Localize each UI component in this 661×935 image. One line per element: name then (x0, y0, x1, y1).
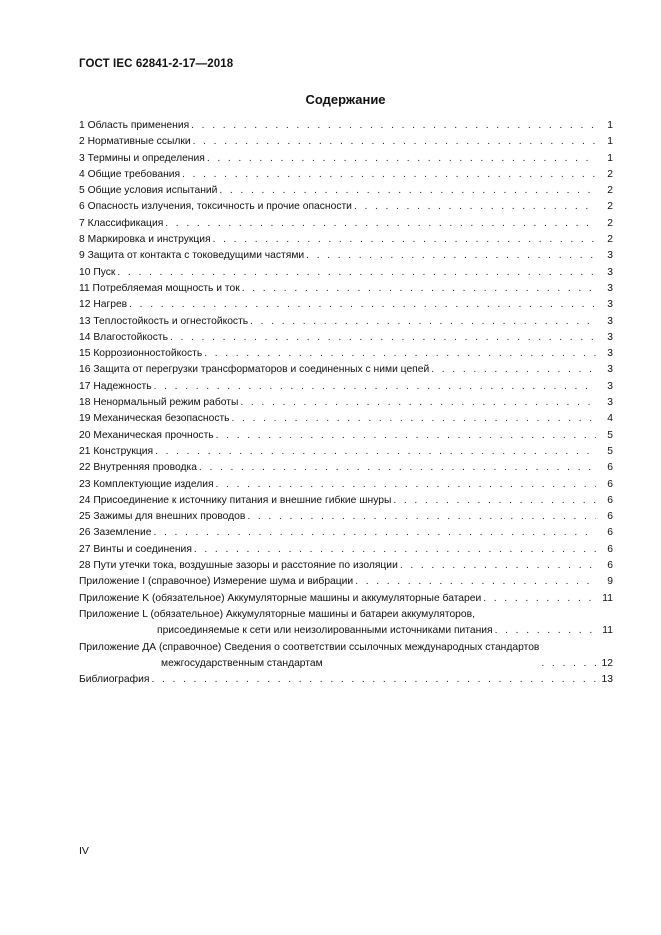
toc-entry[interactable] (79, 574, 613, 590)
page-number: IV (79, 845, 89, 857)
leader-dots (247, 509, 596, 525)
toc-entry-page: 11 (602, 625, 613, 637)
toc-entry-text: 14 Влагостойкость (79, 331, 168, 343)
leader-dots (400, 558, 596, 574)
leader-dots (191, 118, 596, 134)
toc-entry[interactable] (79, 379, 613, 395)
leader-dots (207, 151, 596, 167)
leader-dots (354, 199, 596, 215)
leader-dots (219, 183, 596, 199)
leader-dots (165, 216, 596, 232)
toc-entry[interactable] (79, 444, 613, 460)
toc-entry-text: 11 Потребляемая мощность и ток (79, 282, 240, 294)
toc-entry-text: 18 Ненормальный режим работы (79, 397, 239, 409)
toc-entry-annex-l[interactable] (79, 607, 613, 640)
leader-dots (155, 444, 596, 460)
table-of-contents (79, 118, 613, 688)
toc-entry-page: 11 (602, 592, 613, 604)
toc-entry-page: 2 (607, 234, 613, 246)
leader-dots (232, 411, 596, 427)
toc-entry[interactable] (79, 281, 613, 297)
toc-entry-text: Приложение ДА (справочное) Сведения о соответствии ссылочных международных стандартов межгосударственным стандартам (79, 641, 540, 669)
toc-entry-page: 5 (607, 445, 613, 457)
toc-entry-page: 3 (607, 299, 613, 311)
leader-dots (240, 395, 596, 411)
toc-entry-text: Библиография (79, 674, 150, 686)
toc-entry-text: 2 Нормативные ссылки (79, 136, 191, 148)
toc-entry-page: 6 (607, 527, 613, 539)
leader-dots (306, 248, 596, 264)
toc-entry-text: 12 Нагрев (79, 299, 128, 311)
toc-entry-text: 23 Комплектующие изделия (79, 478, 214, 490)
toc-entry[interactable] (79, 232, 613, 248)
leader-dots (393, 493, 596, 509)
toc-entry-text: 16 Защита от перегрузки трансформаторов и соединенных с ними цепей (79, 364, 430, 376)
toc-entry-page: 3 (607, 397, 613, 409)
leader-dots (213, 232, 596, 248)
toc-entry-page: 3 (607, 380, 613, 392)
toc-entry[interactable] (79, 542, 613, 558)
leader-dots (431, 362, 596, 378)
toc-entry-bibliography[interactable] (79, 672, 613, 688)
toc-entry-page: 6 (607, 462, 613, 474)
toc-entry-text: 24 Присоединение к источнику питания и внешние гибкие шнуры (79, 494, 392, 506)
leader-dots (216, 428, 596, 444)
toc-entry-text: 7 Классификация (79, 217, 164, 229)
toc-entry-page: 6 (607, 494, 613, 506)
leader-dots (204, 346, 596, 362)
toc-entry-annex-da[interactable] (79, 640, 613, 673)
toc-entry-page: 3 (607, 250, 613, 262)
toc-entry[interactable] (79, 167, 613, 183)
leader-dots (117, 265, 596, 281)
toc-entry-page: 2 (607, 217, 613, 229)
toc-entry-text: 6 Опасность излучения, токсичность и прочие опасности (79, 201, 352, 213)
leader-dots (242, 281, 596, 297)
toc-entry-page: 6 (607, 478, 613, 490)
leader-dots (154, 379, 596, 395)
toc-entry[interactable] (79, 183, 613, 199)
leader-dots (194, 542, 596, 558)
toc-entry-page: 2 (607, 185, 613, 197)
leader-dots (250, 314, 596, 330)
toc-entry-text: 10 Пуск (79, 266, 116, 278)
leader-dots (170, 330, 596, 346)
leader-dots (541, 656, 596, 672)
toc-entry-text: 4 Общие требования (79, 168, 181, 180)
toc-entry-text: 19 Механическая безопасность (79, 413, 230, 425)
toc-entry-text: 17 Надежность (79, 380, 152, 392)
toc-entry[interactable] (79, 199, 613, 215)
toc-entry-text: 5 Общие условия испытаний (79, 185, 218, 197)
toc-entry[interactable] (79, 346, 613, 362)
leader-dots (153, 525, 596, 541)
toc-entry-text: 26 Заземление (79, 527, 152, 539)
toc-entry-text: 9 Защита от контакта с токоведущими частями (79, 250, 305, 262)
toc-entry[interactable] (79, 395, 613, 411)
toc-entry-page: 2 (607, 168, 613, 180)
toc-entry[interactable] (79, 362, 613, 378)
toc-entry[interactable] (79, 151, 613, 167)
toc-entry-page: 13 (601, 674, 613, 686)
toc-entry-page: 6 (607, 543, 613, 555)
leader-dots (129, 297, 596, 313)
toc-entry[interactable] (79, 118, 613, 134)
toc-entry[interactable] (79, 558, 613, 574)
toc-entry[interactable] (79, 493, 613, 509)
toc-entry[interactable] (79, 248, 613, 264)
toc-entry-page: 2 (607, 201, 613, 213)
leader-dots (355, 574, 596, 590)
toc-entry-page: 3 (607, 315, 613, 327)
toc-entry-page: 3 (607, 331, 613, 343)
leader-dots (193, 134, 596, 150)
toc-entry[interactable] (79, 330, 613, 346)
toc-entry-text: 13 Теплостойкость и огнестойкость (79, 315, 249, 327)
toc-entry[interactable] (79, 216, 613, 232)
toc-entry-text: 25 Зажимы для внешних проводов (79, 511, 246, 523)
toc-entry-page: 1 (607, 120, 613, 131)
leader-dots (199, 460, 596, 476)
toc-entry[interactable] (79, 134, 613, 150)
toc-entry-page: 3 (607, 266, 613, 278)
toc-entry-text: 3 Термины и определения (79, 152, 205, 164)
toc-entry-text: 27 Винты и соединения (79, 543, 192, 555)
toc-entry-page: 5 (607, 429, 613, 441)
toc-entry-text: 28 Пути утечки тока, воздушные зазоры и расстояние по изоляции (79, 560, 398, 572)
toc-entry[interactable] (79, 460, 613, 476)
toc-title: Содержание (305, 92, 386, 107)
toc-entry[interactable] (79, 297, 613, 313)
toc-entry[interactable] (79, 525, 613, 541)
toc-entry[interactable] (79, 591, 613, 607)
toc-entry-text: Приложение K (обязательное) Аккумуляторные машины и аккумуляторные батареи (79, 592, 482, 604)
toc-entry-text: 20 Механическая прочность (79, 429, 214, 441)
toc-entry[interactable] (79, 411, 613, 427)
toc-entry-page: 3 (607, 282, 613, 294)
leader-dots (151, 672, 596, 688)
toc-entry-page: 6 (607, 560, 613, 572)
leader-dots (495, 623, 596, 639)
toc-entry-page: 9 (607, 576, 613, 588)
toc-entry-text: 15 Коррозионностойкость (79, 348, 203, 360)
toc-entry-page: 3 (607, 348, 613, 360)
toc-entry-text: 21 Конструкция (79, 445, 154, 457)
leader-dots (182, 167, 596, 183)
toc-entry-page: 6 (607, 511, 613, 523)
toc-entry-page: 3 (607, 364, 613, 376)
leader-dots (483, 591, 596, 607)
toc-entry-page: 4 (607, 413, 613, 425)
toc-entry-text: Приложение I (справочное) Измерение шума и вибрации (79, 576, 354, 588)
toc-entry[interactable] (79, 509, 613, 525)
toc-entry-text: 8 Маркировка и инструкция (79, 234, 211, 246)
document-code: ГОСТ IEC 62841-2-17—2018 (79, 58, 234, 70)
leader-dots (216, 477, 596, 493)
toc-entry-text: Приложение L (обязательное) Аккумуляторные машины и батареи аккумуляторов, присоединяемые к сети или неизолированными источниками питания (79, 608, 493, 637)
toc-entry-page: 1 (607, 152, 613, 164)
toc-entry[interactable] (79, 428, 613, 444)
toc-entry-page: 1 (607, 136, 613, 148)
toc-entry-text: 1 Область применения (79, 120, 190, 131)
toc-entry[interactable] (79, 477, 613, 493)
toc-entry-page: 12 (601, 657, 613, 669)
toc-entry[interactable] (79, 265, 613, 281)
toc-entry[interactable] (79, 314, 613, 330)
toc-entry-text: 22 Внутренняя проводка (79, 462, 197, 474)
